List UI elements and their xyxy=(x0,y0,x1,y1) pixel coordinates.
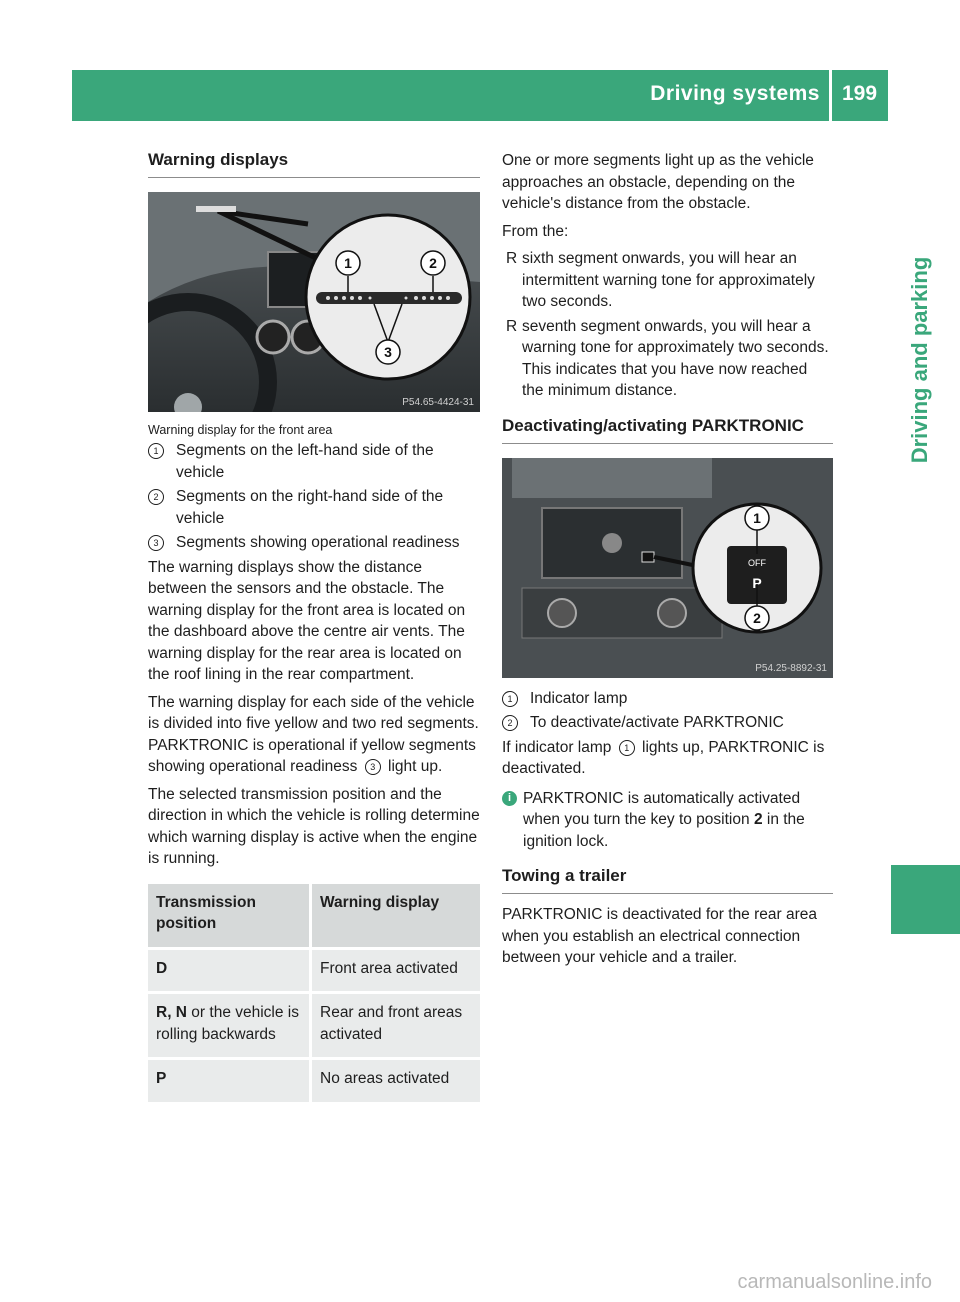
table-cell: Rear and front areas activated xyxy=(312,994,480,1060)
side-tab-label: Driving and parking xyxy=(907,256,932,464)
svg-text:1: 1 xyxy=(753,509,761,526)
figure-code: P54.25-8892-31 xyxy=(755,662,827,674)
figure-parktronic-button xyxy=(502,458,833,678)
paragraph-from-the: From the: xyxy=(502,222,569,240)
bullet-icon: R xyxy=(506,317,518,335)
heading-warning-displays: Warning displays xyxy=(148,150,480,178)
off-label: OFF xyxy=(748,557,766,568)
column-header: Transmission position xyxy=(148,884,312,950)
page-number: 199 xyxy=(842,82,878,105)
side-tab xyxy=(890,160,950,560)
transmission-table xyxy=(148,884,480,1105)
heading-deactivating: Deactivating/activating PARKTRONIC xyxy=(502,416,833,444)
figure-front-warning-display xyxy=(148,192,480,412)
console-illustration xyxy=(502,458,833,678)
svg-text:1: 1 xyxy=(344,255,352,271)
legend-item: 2 To deactivate/activate PARKTRONIC xyxy=(502,712,833,734)
header-divider xyxy=(829,70,832,121)
dashboard-illustration xyxy=(148,192,480,412)
callout-ref-3: 3 xyxy=(365,759,381,775)
paragraph-indicator-lamp: If indicator lamp 1 lights up, PARKTRONIC is deactivated. xyxy=(502,738,825,777)
svg-text:2: 2 xyxy=(753,609,761,626)
section-title: Driving systems xyxy=(650,82,820,105)
paragraph-towing: PARKTRONIC is deactivated for the rear area when you establish an electrical connection between your vehicle and a trailer. xyxy=(502,906,818,966)
table-row xyxy=(148,950,480,995)
figure-caption: Warning display for the front area xyxy=(148,423,333,437)
table-cell: P xyxy=(148,1060,312,1105)
paragraph-warning-location: The warning displays show the distance between the sensors and the obstacle. The warning display for the front area is located on the dashboard above the centre air vents. The warning display for the rear area is located on the roof lining in the rear compartment. xyxy=(148,558,466,683)
table-row xyxy=(148,994,480,1060)
table-row xyxy=(148,1060,480,1105)
callout-ref-1: 1 xyxy=(619,740,635,756)
parktronic-icon: P xyxy=(752,574,762,591)
right-column xyxy=(502,150,833,975)
side-tab-block xyxy=(891,865,960,934)
svg-text:2: 2 xyxy=(429,255,437,271)
list-item: R seventh segment onwards, you will hear a warning tone for approximately two seconds. This indicates that you have now reached the minimum distance. xyxy=(502,316,833,402)
figure-code: P54.65-4424-31 xyxy=(402,397,474,408)
info-note: i PARKTRONIC is automatically activated when you turn the key to position 2 in the ignition lock. xyxy=(502,788,833,853)
table-cell: D xyxy=(148,950,312,995)
column-header: Warning display xyxy=(312,884,480,950)
table-cell: No areas activated xyxy=(312,1060,480,1105)
paragraph-segments: The warning display for each side of the vehicle is divided into five yellow and two red segments. PARKTRONIC is operational if yellow segments showing operational readiness 3 light up. xyxy=(148,693,479,775)
bullet-icon: R xyxy=(506,250,518,267)
svg-text:3: 3 xyxy=(384,344,392,360)
heading-towing: Towing a trailer xyxy=(502,866,833,894)
legend-item: 1 Indicator lamp xyxy=(502,688,833,710)
paragraph-transmission: The selected transmission position and the direction in which the vehicle is rolling determine which warning display is active when the engine is running. xyxy=(148,785,480,867)
legend-item: 2 Segments on the right-hand side of the vehicle xyxy=(148,486,480,529)
table-cell: Front area activated xyxy=(312,950,480,995)
legend-item: 1 Segments on the left-hand side of the vehicle xyxy=(148,440,480,483)
table-header-row xyxy=(148,884,480,950)
list-item: R sixth segment onwards, you will hear an intermittent warning tone for approximately two seconds. xyxy=(502,248,833,313)
table-cell: R, N or the vehicle is rolling backwards xyxy=(148,994,312,1060)
paragraph-intro: One or more segments light up as the vehicle approaches an obstacle, depending on the vehicle's distance from the obstacle. xyxy=(502,152,814,212)
info-icon: i xyxy=(502,791,517,806)
left-column xyxy=(148,150,480,1105)
legend-item: 3 Segments showing operational readiness xyxy=(148,532,480,554)
watermark: carmanualsonline.info xyxy=(737,1271,932,1293)
